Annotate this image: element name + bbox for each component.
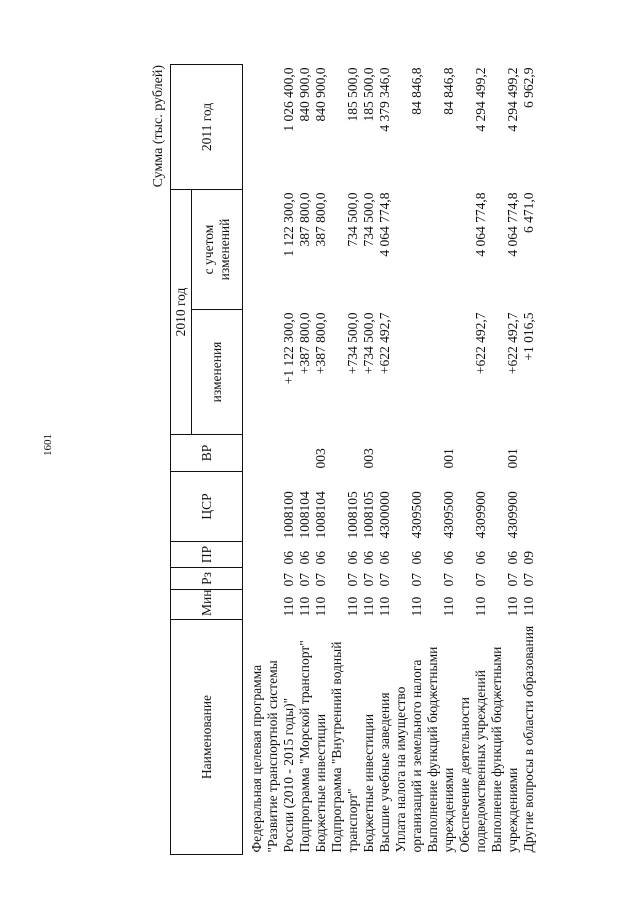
row-change-2010: +1 122 300,0 <box>281 312 296 385</box>
row-name: Выполнение функций бюджетными учреждениями <box>425 646 456 853</box>
table-body <box>243 65 538 855</box>
row-with-changes-2010: 4 064 774,8 <box>377 192 392 257</box>
header-pr: ПР <box>171 542 243 568</box>
row-vr: 003 <box>313 448 328 469</box>
header-name: Наименование <box>171 620 243 855</box>
row-csr: 1008100 <box>281 491 296 539</box>
row-change-2010: +1 016,5 <box>521 312 536 361</box>
row-vr <box>249 435 297 472</box>
row-min: 110 <box>473 596 488 617</box>
table-row <box>521 65 537 855</box>
row-pr: 06 <box>409 551 424 565</box>
row-change-2010 <box>425 310 457 435</box>
row-pr: 06 <box>345 551 360 565</box>
row-csr: 1008104 <box>313 491 328 539</box>
row-amount-2011: 185 500,0 <box>361 67 376 122</box>
row-with-changes-2010: 6 471,0 <box>521 192 536 233</box>
row-min: 110 <box>505 596 520 617</box>
row-min: 110 <box>441 596 456 617</box>
table-header <box>171 65 243 855</box>
row-amount-2011: 4 294 499,2 <box>473 67 488 132</box>
row-csr: 4309500 <box>441 491 456 539</box>
row-pr: 06 <box>377 551 392 565</box>
row-name: Подпрограмма "Морской транспорт" <box>297 640 312 853</box>
budget-table <box>170 64 537 855</box>
row-name: Бюджетные инвестиции <box>361 713 376 853</box>
row-name: Подпрограмма "Внутренний водный транспорт" <box>329 641 360 853</box>
row-with-changes-2010: 734 500,0 <box>345 192 360 247</box>
row-amount-2011: 84 846,8 <box>409 67 424 115</box>
row-name: Выполнение функций бюджетными учреждениями <box>489 646 520 853</box>
table-row <box>393 65 425 855</box>
row-vr <box>329 435 361 472</box>
row-vr: 001 <box>441 448 456 469</box>
row-min: 110 <box>521 596 536 617</box>
row-change-2010: +622 492,7 <box>505 312 520 375</box>
row-rz: 07 <box>505 573 520 587</box>
row-csr: 4309500 <box>409 491 424 539</box>
row-with-changes-2010: 387 800,0 <box>297 192 312 247</box>
header-changes: изменения <box>192 310 243 435</box>
row-pr: 06 <box>441 551 456 565</box>
row-rz: 07 <box>345 573 360 587</box>
row-min: 110 <box>345 596 360 617</box>
row-change-2010: +622 492,7 <box>377 312 392 375</box>
header-csr: ЦСР <box>171 472 243 542</box>
row-csr: 4300000 <box>377 491 392 539</box>
page-number: 1601 <box>42 434 54 456</box>
row-rz: 07 <box>473 573 488 587</box>
row-rz: 07 <box>521 573 536 587</box>
row-vr <box>521 435 537 472</box>
table-row <box>249 65 297 855</box>
header-2011: 2011 год <box>171 65 243 190</box>
row-with-changes-2010 <box>425 190 457 310</box>
row-vr <box>457 435 489 472</box>
row-with-changes-2010: 4 064 774,8 <box>505 192 520 257</box>
table-row <box>297 65 313 855</box>
row-min: 110 <box>281 596 296 617</box>
table-row <box>425 65 457 855</box>
row-amount-2011: 4 294 499,2 <box>505 67 520 132</box>
row-with-changes-2010: 4 064 774,8 <box>473 192 488 257</box>
row-vr: 003 <box>361 448 376 469</box>
row-rz: 07 <box>297 573 312 587</box>
row-amount-2011: 840 900,0 <box>297 67 312 122</box>
row-min: 110 <box>409 596 424 617</box>
rotated-page-content <box>150 65 640 855</box>
row-rz: 07 <box>361 573 376 587</box>
row-pr: 09 <box>521 551 536 565</box>
row-name: Бюджетные инвестиции <box>313 713 328 853</box>
row-vr <box>297 435 313 472</box>
row-csr: 1008105 <box>345 491 360 539</box>
row-min: 110 <box>377 596 392 617</box>
header-rz: Рз <box>171 568 243 590</box>
row-with-changes-2010 <box>393 190 425 310</box>
row-name: Высшие учебные заведения <box>377 692 392 853</box>
row-with-changes-2010: 387 800,0 <box>313 192 328 247</box>
row-change-2010: +387 800,0 <box>297 312 312 375</box>
row-min: 110 <box>313 596 328 617</box>
row-change-2010: +387 800,0 <box>313 312 328 375</box>
row-name: Уплата налога на имущество организаций и земельного налога <box>393 659 424 853</box>
header-vr: ВР <box>171 435 243 472</box>
header-2010: 2010 год <box>171 190 192 435</box>
row-rz: 07 <box>409 573 424 587</box>
row-csr: 4309900 <box>505 491 520 539</box>
row-vr <box>377 435 393 472</box>
row-change-2010: +622 492,7 <box>473 312 488 375</box>
row-pr: 06 <box>297 551 312 565</box>
row-vr: 001 <box>505 448 520 469</box>
row-rz: 07 <box>281 573 296 587</box>
header-min: Мин <box>171 590 243 620</box>
row-change-2010: +734 500,0 <box>361 312 376 375</box>
row-pr: 06 <box>361 551 376 565</box>
table-row <box>489 65 521 855</box>
row-with-changes-2010: 1 122 300,0 <box>281 192 296 257</box>
row-name: Другие вопросы в области образования <box>521 625 536 853</box>
table-row <box>361 65 377 855</box>
row-name: Обеспечение деятельности подведомственных учреждений <box>457 670 488 853</box>
row-min: 110 <box>297 596 312 617</box>
row-min: 110 <box>361 596 376 617</box>
row-amount-2011: 84 846,8 <box>441 67 456 115</box>
row-csr: 4309900 <box>473 491 488 539</box>
table-row <box>457 65 489 855</box>
row-pr: 06 <box>505 551 520 565</box>
row-with-changes-2010: 734 500,0 <box>361 192 376 247</box>
row-rz: 07 <box>377 573 392 587</box>
row-csr <box>521 472 537 542</box>
row-rz: 07 <box>313 573 328 587</box>
row-name: Федеральная целевая программа "Развитие транспортной системы России (2010 - 2015 годы)" <box>249 660 296 853</box>
row-csr: 1008104 <box>297 491 312 539</box>
row-amount-2011: 840 900,0 <box>313 67 328 122</box>
table-row <box>313 65 329 855</box>
row-vr <box>393 435 425 472</box>
row-pr: 06 <box>313 551 328 565</box>
row-amount-2011: 185 500,0 <box>345 67 360 122</box>
units-caption: Сумма (тыс. рублей) <box>151 65 166 188</box>
row-amount-2011: 6 962,9 <box>521 67 536 108</box>
header-with-changes: с учетом изменений <box>192 190 243 310</box>
row-pr: 06 <box>281 551 296 565</box>
row-amount-2011: 1 026 400,0 <box>281 67 296 132</box>
row-change-2010 <box>393 310 425 435</box>
row-amount-2011: 4 379 346,0 <box>377 67 392 132</box>
row-csr: 1008105 <box>361 491 376 539</box>
table-row <box>329 65 361 855</box>
row-change-2010: +734 500,0 <box>345 312 360 375</box>
row-pr: 06 <box>473 551 488 565</box>
row-rz: 07 <box>441 573 456 587</box>
table-row <box>377 65 393 855</box>
